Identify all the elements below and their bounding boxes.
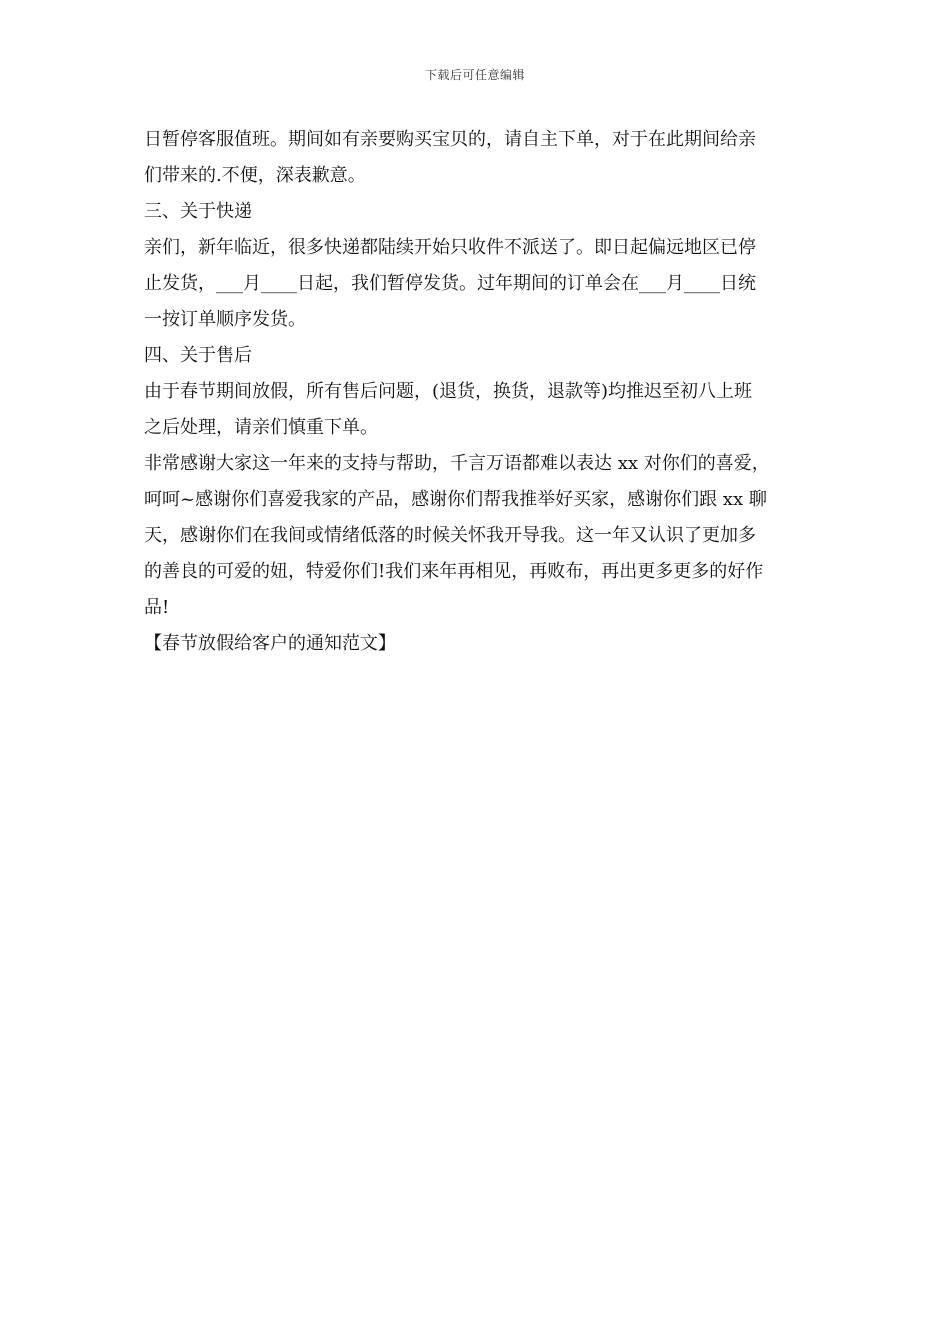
text-line: 亲们，新年临近，很多快递都陆续开始只收件不派送了。即日起偏远地区已停 — [144, 237, 756, 258]
text-line: 非常感谢大家这一年来的支持与帮助，千言万语都难以表达 xx 对你们的喜爱， — [144, 453, 770, 474]
text-line: 由于春节期间放假，所有售后问题，(退货，换货，退款等)均推迟至初八上班 — [144, 381, 753, 402]
document-body — [144, 122, 816, 662]
text-line: 止发货，___月____日起，我们暂停发货。过年期间的订单会在___月____日统 — [144, 273, 756, 294]
text-line: 呵呵~感谢你们喜爱我家的产品，感谢你们帮我推举好买家，感谢你们跟 xx 聊 — [144, 489, 767, 510]
text-line: 一按订单顺序发货。 — [144, 309, 306, 330]
text-line: 之后处理，请亲们慎重下单。 — [144, 417, 378, 438]
text-line: 天，感谢你们在我间或情绪低落的时候关怀我开导我。这一年又认识了更加多 — [144, 525, 756, 546]
section-heading-express: 三、关于快递 — [144, 201, 252, 222]
page-header: 下载后可任意编辑 — [424, 68, 525, 82]
section-heading-after-sales: 四、关于售后 — [144, 345, 252, 366]
document-title-footer: 【春节放假给客户的通知范文】 — [144, 633, 396, 654]
text-line: 们带来的.不便，深表歉意。 — [144, 165, 366, 186]
text-line: 品! — [144, 597, 170, 618]
text-line: 的善良的可爱的妞，特爱你们!我们来年再相见，再败布，再出更多更多的好作 — [144, 561, 764, 582]
text-line: 日暂停客服值班。期间如有亲要购买宝贝的，请自主下单，对于在此期间给亲 — [144, 129, 756, 150]
